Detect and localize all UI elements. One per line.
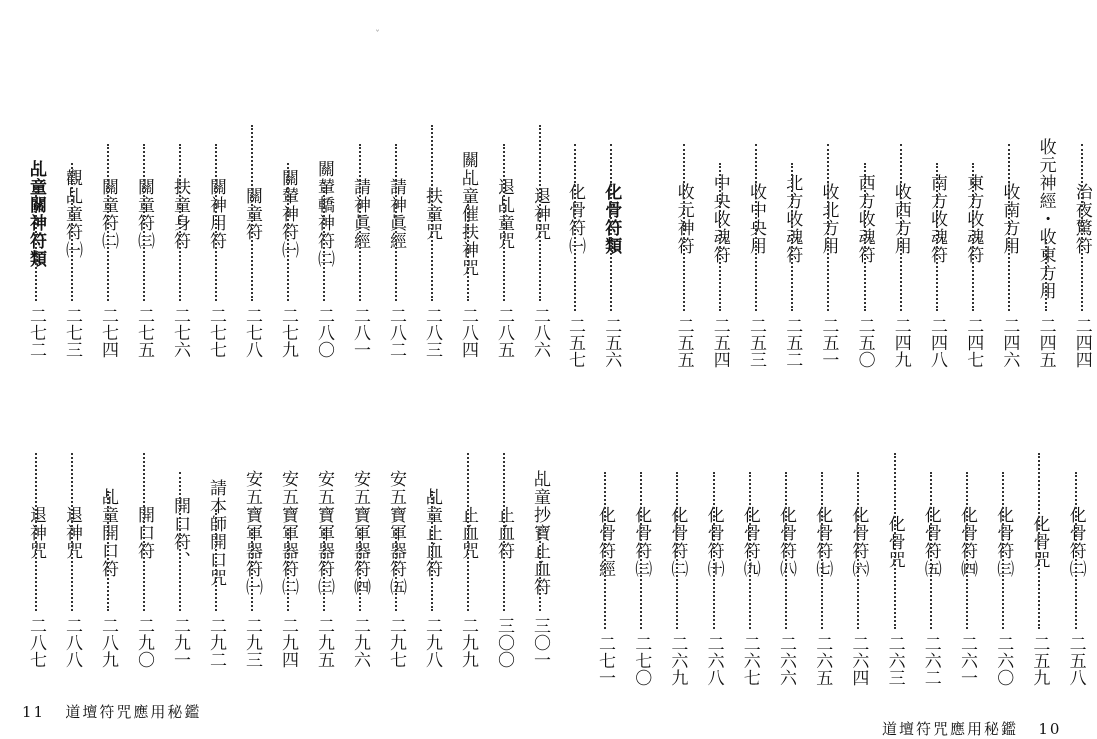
toc-entry (417, 64, 447, 364)
toc-entry-label: 退神咒 (62, 506, 82, 560)
leader-dots (179, 472, 183, 611)
leader-dots (395, 144, 399, 301)
toc-entry-label: 乩童開口符 (98, 488, 118, 578)
leader-dots (107, 491, 111, 611)
toc-entry-label: 化骨符㈩ (703, 506, 724, 578)
toc-page-number: 二五一 (818, 317, 839, 368)
toc-entry (165, 392, 195, 674)
toc-bottom-block (18, 392, 558, 676)
toc-page-number: 二七五 (134, 307, 154, 358)
toc-page-number: 二九七 (386, 617, 406, 668)
leader-dots (972, 163, 976, 311)
toc-entry-label: 安五寶軍器符㈣ (350, 470, 370, 596)
leader-dots (215, 144, 219, 301)
toc-entry (489, 392, 519, 674)
toc-page-number: 二九三 (242, 617, 262, 668)
leader-dots (930, 472, 934, 629)
toc-entry (1031, 64, 1061, 374)
toc-page-number: 二九〇 (134, 617, 154, 668)
leader-dots (539, 125, 543, 301)
toc-page-number: 二五三 (746, 317, 766, 368)
toc-page-number: 二八二 (386, 307, 406, 358)
toc-entry (988, 392, 1018, 692)
book-title: 道壇符咒應用秘鑑 (65, 703, 202, 721)
leader-dots (539, 529, 543, 611)
page-number: 11 (22, 703, 46, 721)
leader-dots (395, 529, 399, 611)
leader-dots (35, 182, 39, 301)
leader-dots (143, 144, 147, 301)
toc-entry (57, 392, 87, 674)
leader-dots (215, 510, 219, 611)
toc-page-number: 二五七 (565, 317, 585, 368)
toc-page-number: 二八四 (458, 307, 478, 358)
toc-entry (381, 392, 411, 674)
toc-page-number: 二九五 (314, 617, 334, 668)
toc-entry-label: 扶童身符 (170, 178, 190, 250)
leader-dots (251, 529, 255, 611)
leader-dots (785, 472, 789, 629)
toc-entry (952, 392, 982, 692)
leader-dots (503, 453, 507, 611)
toc-section-heading (21, 64, 51, 364)
toc-entry (309, 392, 339, 674)
leader-dots (1045, 239, 1049, 311)
toc-entry-label: 化骨符㈢ (631, 506, 652, 578)
toc-entry-label: 乩童抄寶止血符 (530, 470, 550, 596)
toc-entry (381, 64, 411, 364)
toc-entry (1067, 64, 1097, 374)
toc-entry-label: 乩童止血符 (422, 488, 442, 578)
page-footer (882, 718, 1061, 739)
toc-page-number: 二九九 (458, 617, 478, 668)
toc-entry-label: 治夜驚符 (1071, 183, 1092, 255)
toc-page-number: 二四九 (890, 317, 911, 368)
leader-dots (683, 144, 687, 311)
toc-page-number: 二九六 (350, 617, 370, 668)
toc-entry-label: 觀乩童符㈠ (62, 169, 82, 259)
leader-dots (359, 529, 363, 611)
toc-entry-label: 安五寶軍器符㈤ (386, 470, 406, 596)
toc-entry-label: 請本師開口咒 (206, 479, 226, 587)
leader-dots (467, 201, 471, 301)
toc-entry (453, 392, 483, 674)
leader-dots (676, 472, 680, 629)
toc-entry (741, 64, 771, 374)
toc-page-number: 二六一 (957, 635, 977, 686)
toc-entry (626, 392, 656, 692)
toc-entry-label: 化骨符㈨ (739, 506, 760, 578)
toc-top-block (18, 64, 558, 376)
toc-page-number: 二五〇 (854, 317, 875, 368)
toc-page-number: 二四五 (1035, 317, 1056, 368)
toc-page-number: 二七〇 (631, 635, 652, 686)
toc-entry (345, 64, 375, 364)
leader-dots (574, 144, 578, 311)
toc-entry-label: 化骨符㈡ (667, 506, 688, 578)
toc-entry (843, 392, 873, 692)
toc-page-number: 二四七 (963, 317, 984, 368)
toc-entry (417, 392, 447, 674)
toc-entry-label: 化骨符㈦ (812, 506, 833, 578)
leader-dots (431, 125, 435, 301)
toc-entry (273, 64, 303, 364)
toc-entry-label: 止血符 (494, 506, 514, 560)
toc-page-number: 二四六 (999, 317, 1020, 368)
toc-entry (129, 392, 159, 674)
leader-dots (827, 144, 831, 311)
toc-entry (669, 64, 699, 374)
toc-entry (1024, 392, 1054, 692)
toc-page-number: 二六九 (667, 635, 688, 686)
toc-entry (57, 64, 87, 364)
toc-entry-label: 請神眞經 (386, 178, 406, 250)
toc-entry-label: 收元神經・收東方用 (1035, 138, 1056, 300)
toc-page-number: 二八七 (26, 617, 46, 668)
leader-dots (143, 453, 147, 611)
toc-page-number: 三〇一 (530, 617, 550, 668)
toc-page-number: 二八九 (98, 617, 118, 668)
toc-page-number: 二九四 (278, 617, 298, 668)
toc-entry-label: 關神用符 (206, 178, 226, 250)
leader-dots (791, 163, 795, 311)
leader-dots (610, 144, 614, 311)
toc-page-number: 二五五 (673, 317, 694, 368)
toc-entry (699, 392, 729, 692)
leader-dots (71, 163, 75, 301)
toc-entry (237, 392, 267, 674)
toc-entry-label: 關童符 (242, 187, 262, 241)
toc-page-number: 二五六 (601, 317, 622, 368)
toc-page-number: 二六五 (812, 635, 833, 686)
toc-page-number: 二五八 (1065, 635, 1086, 686)
toc-entry-label: 乩童關神符類 (26, 160, 46, 268)
book-title: 道壇符咒應用秘鑑 (882, 720, 1019, 738)
toc-entry-label: 化骨符㈣ (957, 506, 977, 578)
toc-entry (201, 392, 231, 674)
leader-dots (894, 453, 898, 629)
toc-entry (309, 64, 339, 364)
toc-page-number: 二六四 (848, 635, 869, 686)
leader-dots (604, 472, 608, 629)
toc-page-number: 二六六 (776, 635, 796, 686)
toc-page-number: 二七七 (206, 307, 226, 358)
toc-entry-label: 西方收魂符 (854, 174, 875, 264)
toc-entry-label: 收西方用 (890, 183, 911, 255)
toc-page-number: 二八五 (494, 307, 514, 358)
leader-dots (467, 453, 471, 611)
toc-page-number: 二六三 (884, 635, 905, 686)
toc-entry-label: 化骨咒 (1029, 515, 1050, 569)
leader-dots (1081, 144, 1085, 311)
toc-entry-label: 化骨符㈠ (565, 183, 585, 255)
toc-entry (560, 64, 590, 374)
toc-entry (21, 392, 51, 674)
toc-section-heading (596, 64, 626, 374)
toc-page-number: 二五九 (1029, 635, 1050, 686)
toc-entry-label: 化骨咒 (884, 515, 905, 569)
toc-page-number: 二四四 (1071, 317, 1092, 368)
toc-entry-label: 關輦轎神符㈡ (314, 160, 334, 268)
toc-page-number: 二七二 (26, 307, 46, 358)
leader-dots (821, 472, 825, 629)
toc-page-number: 二七九 (278, 307, 298, 358)
toc-entry (994, 64, 1024, 374)
toc-page-number: 二六〇 (993, 635, 1014, 686)
toc-entry-label: 請神眞經 (350, 178, 370, 250)
leader-dots (503, 144, 507, 301)
toc-entry-label: 收中央用 (746, 183, 766, 255)
toc-entry-label: 開口符、 (170, 497, 190, 569)
toc-entry-label: 退神咒 (26, 506, 46, 560)
toc-entry (590, 392, 620, 692)
leader-dots (179, 144, 183, 301)
leader-dots (251, 125, 255, 301)
toc-entry (1061, 392, 1091, 692)
toc-entry-label: 退神咒 (530, 187, 550, 241)
toc-entry-label: 化骨符㈥ (848, 506, 869, 578)
toc-entry-label: 化骨符㈤ (920, 506, 941, 578)
toc-entry-label: 安五寶軍器符㈡ (278, 470, 298, 596)
toc-entry-label: 化骨符經 (595, 506, 615, 578)
toc-entry-label: 安五寶軍器符㈠ (242, 470, 262, 596)
leader-dots (857, 472, 861, 629)
leader-dots (323, 529, 327, 611)
leader-dots (864, 163, 868, 311)
toc-entry-label: 安五寶軍器符㈢ (314, 470, 334, 596)
toc-top-block (560, 64, 1090, 376)
leader-dots (35, 453, 39, 611)
toc-entry (880, 392, 910, 692)
leader-dots (1002, 472, 1006, 629)
leader-dots (359, 144, 363, 301)
toc-entry (958, 64, 988, 374)
leader-dots (713, 472, 717, 629)
toc-entry (273, 392, 303, 674)
toc-entry (771, 392, 801, 692)
toc-page-number: 二八八 (62, 617, 82, 668)
toc-page-number: 二六七 (739, 635, 760, 686)
toc-entry-label: 北方收魂符 (782, 174, 803, 264)
toc-bottom-block (560, 392, 1090, 704)
toc-entry-label: 收北方用 (818, 183, 839, 255)
toc-entry-label: 中央收魂符 (709, 174, 730, 264)
scan-mark: ˇ (375, 30, 380, 41)
toc-entry (201, 64, 231, 364)
toc-page-number: 二七八 (242, 307, 262, 358)
leader-dots (107, 144, 111, 301)
leader-dots (900, 144, 904, 311)
toc-entry (735, 392, 765, 692)
leader-dots (1038, 453, 1042, 629)
toc-page-number: 二六八 (703, 635, 724, 686)
page-number: 10 (1038, 720, 1062, 738)
toc-entry (453, 64, 483, 364)
toc-page-number: 二七一 (595, 635, 615, 686)
toc-page-number: 二九八 (422, 617, 442, 668)
right-page (560, 0, 1092, 738)
toc-entry-label: 關輦神符㈠ (278, 169, 298, 259)
toc-entry (489, 64, 519, 364)
toc-entry (916, 392, 946, 692)
toc-entry-label: 關童符㈡ (98, 178, 118, 250)
toc-entry (662, 392, 692, 692)
toc-entry-label: 化骨符類 (601, 183, 622, 255)
toc-entry (129, 64, 159, 364)
toc-entry (525, 392, 555, 674)
toc-entry-label: 化骨符㈡ (1065, 506, 1086, 578)
toc-page-number: 二四八 (927, 317, 947, 368)
toc-entry (93, 392, 123, 674)
toc-entry (922, 64, 952, 374)
toc-page-number: 二九二 (206, 617, 226, 668)
toc-page-number: 二八〇 (314, 307, 334, 358)
leader-dots (287, 163, 291, 301)
toc-entry-label: 扶童咒 (422, 187, 442, 241)
toc-entry-label: 關童符㈢ (134, 178, 154, 250)
toc-entry-label: 開口符 (134, 506, 154, 560)
leader-dots (1075, 472, 1079, 629)
leader-dots (719, 163, 723, 311)
toc-entry-label: 收元神符 (673, 183, 694, 255)
toc-entry (807, 392, 837, 692)
toc-page-number: 二七六 (170, 307, 190, 358)
toc-entry-label: 關乩童催扶神咒 (458, 151, 478, 277)
toc-page-number: 二八六 (530, 307, 550, 358)
leader-dots (1008, 144, 1012, 311)
leader-dots (755, 144, 759, 311)
toc-entry (93, 64, 123, 364)
toc-entry-label: 東方收魂符 (963, 174, 984, 264)
toc-page-number: 二八三 (422, 307, 442, 358)
toc-page-number: 二五二 (782, 317, 803, 368)
toc-entry (705, 64, 735, 374)
leader-dots (936, 163, 940, 311)
toc-entry-label: 化骨符㈧ (776, 506, 796, 578)
leader-dots (431, 491, 435, 611)
toc-page-number: 二五四 (709, 317, 730, 368)
toc-entry (165, 64, 195, 364)
leader-dots (323, 182, 327, 301)
leader-dots (287, 529, 291, 611)
toc-entry (525, 64, 555, 364)
leader-dots (966, 472, 970, 629)
toc-page-number: 二九一 (170, 617, 190, 668)
toc-entry (632, 64, 662, 374)
toc-entry-label: 化骨符㈢ (993, 506, 1014, 578)
toc-entry (777, 64, 807, 374)
toc-entry (813, 64, 843, 374)
toc-entry (237, 64, 267, 364)
toc-entry-label: 收南方用 (999, 183, 1020, 255)
toc-entry-label: 南方收魂符 (927, 174, 947, 264)
leader-dots (71, 453, 75, 611)
toc-page-number: 二八一 (350, 307, 370, 358)
toc-page-number: 三〇〇 (494, 617, 514, 668)
leader-dots (749, 472, 753, 629)
leader-dots (640, 472, 644, 629)
toc-entry (886, 64, 916, 374)
toc-entry-label: 止血咒 (458, 506, 478, 560)
toc-entry (850, 64, 880, 374)
toc-page-number: 二七三 (62, 307, 82, 358)
toc-page-number: 二六二 (920, 635, 941, 686)
toc-entry (345, 392, 375, 674)
page-footer (22, 701, 201, 722)
toc-entry-label: 退乩童咒 (494, 178, 514, 250)
toc-page-number: 二七四 (98, 307, 118, 358)
